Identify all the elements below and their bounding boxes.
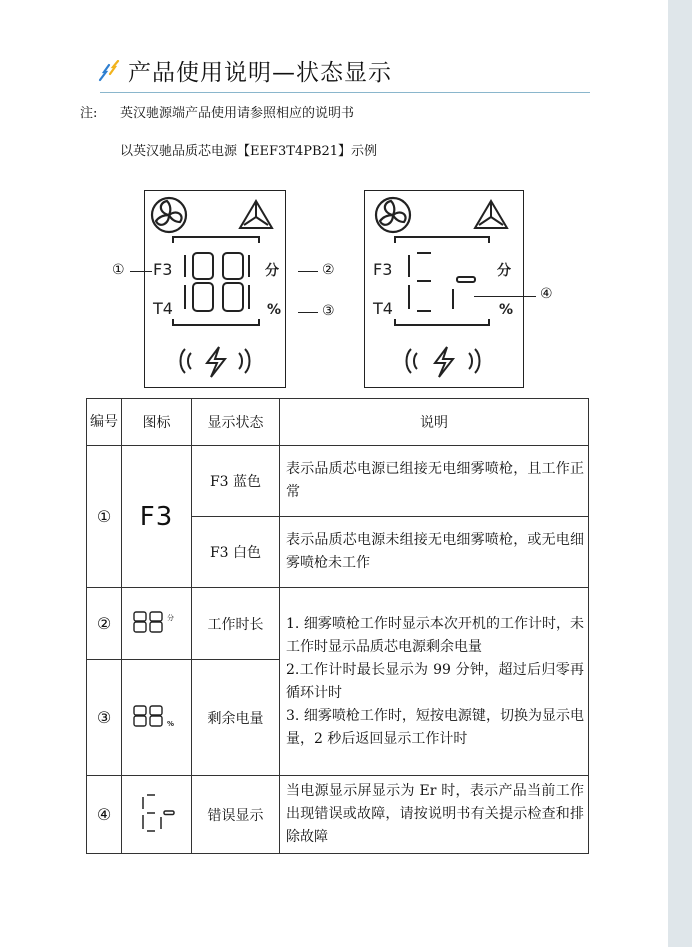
row2-state: 工作时长 xyxy=(192,588,280,660)
table-row xyxy=(87,446,589,517)
t4-label: T4 xyxy=(373,299,393,318)
tri-fan-icon xyxy=(475,201,507,228)
row2-num: ② xyxy=(87,588,122,660)
title-block xyxy=(98,54,392,87)
table-row xyxy=(87,776,589,854)
row1-desc-b: 表示品质芯电源未组接无电细雾喷枪，或无电细雾喷枪未工作 xyxy=(280,517,589,588)
callout-4: ④ xyxy=(540,286,553,302)
seven-seg-88-percent-icon xyxy=(132,704,182,728)
status-table xyxy=(86,398,589,854)
table-row xyxy=(87,588,589,660)
shared-desc-line-2: 2.工作计时最长显示为 99 分钟，超过后归零再循环计时 xyxy=(286,661,584,701)
t4-label: T4 xyxy=(153,299,173,318)
wave-bolt-icon xyxy=(407,347,480,377)
right-sidebar xyxy=(668,0,692,947)
f3-label: F3 xyxy=(153,260,173,279)
row3-unit-mark: % xyxy=(166,719,174,728)
row4-state: 错误显示 xyxy=(192,776,280,854)
row3-num: ③ xyxy=(87,660,122,776)
header-desc: 说明 xyxy=(280,399,589,446)
row1-state-b: F3 白色 xyxy=(192,517,280,588)
bracket-top xyxy=(173,237,259,243)
row2-icon-cell xyxy=(122,588,192,660)
display-panel-right xyxy=(364,190,524,388)
page-title: 产品使用说明—状态显示 xyxy=(128,60,392,86)
shared-desc-cell xyxy=(280,588,589,776)
row1-state-a: F3 蓝色 xyxy=(192,446,280,517)
bracket-bottom xyxy=(395,319,489,325)
title-divider xyxy=(100,92,590,93)
row4-num: ④ xyxy=(87,776,122,854)
callout-3-line xyxy=(298,312,318,313)
percent-unit: % xyxy=(267,302,282,318)
shared-desc-line-3: 3. 细雾喷枪工作时，短按电源键，切换为显示电量，2 秒后返回显示工作计时 xyxy=(286,707,584,747)
row4-desc: 当电源显示屏显示为 Er 时，表示产品当前工作出现错误或故障，请按说明书有关提示检查和排除故障 xyxy=(280,776,589,854)
example-text: 以英汉驰品质芯电源【EEF3T4PB21】示例 xyxy=(120,144,378,159)
row3-state: 剩余电量 xyxy=(192,660,280,776)
table-header-row xyxy=(87,399,589,446)
seven-seg-88-minute-icon xyxy=(132,610,182,634)
f3-label: F3 xyxy=(373,260,393,279)
row3-icon-cell xyxy=(122,660,192,776)
fan-icon xyxy=(152,198,186,232)
header-icon: 图标 xyxy=(122,399,192,446)
header-state: 显示状态 xyxy=(192,399,280,446)
callout-2-line xyxy=(298,271,318,272)
f3-icon-text: F3 xyxy=(139,501,174,532)
percent-unit: % xyxy=(499,302,514,318)
seven-seg-88-icon xyxy=(185,253,249,311)
error-er-segments-icon xyxy=(409,253,475,311)
tri-fan-icon xyxy=(240,201,272,228)
bracket-bottom xyxy=(173,319,259,325)
minute-unit: 分 xyxy=(265,263,279,279)
note-text: 英汉驰源端产品使用请参照相应的说明书 xyxy=(120,106,355,121)
error-er-icon xyxy=(135,791,179,835)
fan-icon xyxy=(376,198,410,232)
row2-unit-mark: 分 xyxy=(166,613,174,622)
row4-icon-cell xyxy=(122,776,192,854)
minute-unit: 分 xyxy=(497,263,511,279)
bracket-top xyxy=(395,237,489,243)
callout-2: ② xyxy=(322,262,335,278)
note-label: 注: xyxy=(80,106,98,121)
row1-num: ① xyxy=(87,446,122,588)
callout-4-line xyxy=(474,296,536,297)
header-num: 编号 xyxy=(87,399,122,446)
callout-3: ③ xyxy=(322,303,335,319)
row1-desc-a: 表示品质芯电源已组接无电细雾喷枪，且工作正常 xyxy=(280,446,589,517)
lightning-icon xyxy=(98,60,122,82)
callout-1-line xyxy=(130,271,152,272)
wave-bolt-icon xyxy=(181,347,250,377)
callout-1: ① xyxy=(112,262,125,278)
shared-desc-line-1: 1. 细雾喷枪工作时显示本次开机的工作计时，未工作时显示品质芯电源剩余电量 xyxy=(286,615,584,655)
display-panel-left xyxy=(144,190,286,388)
row1-icon-cell xyxy=(122,446,192,588)
